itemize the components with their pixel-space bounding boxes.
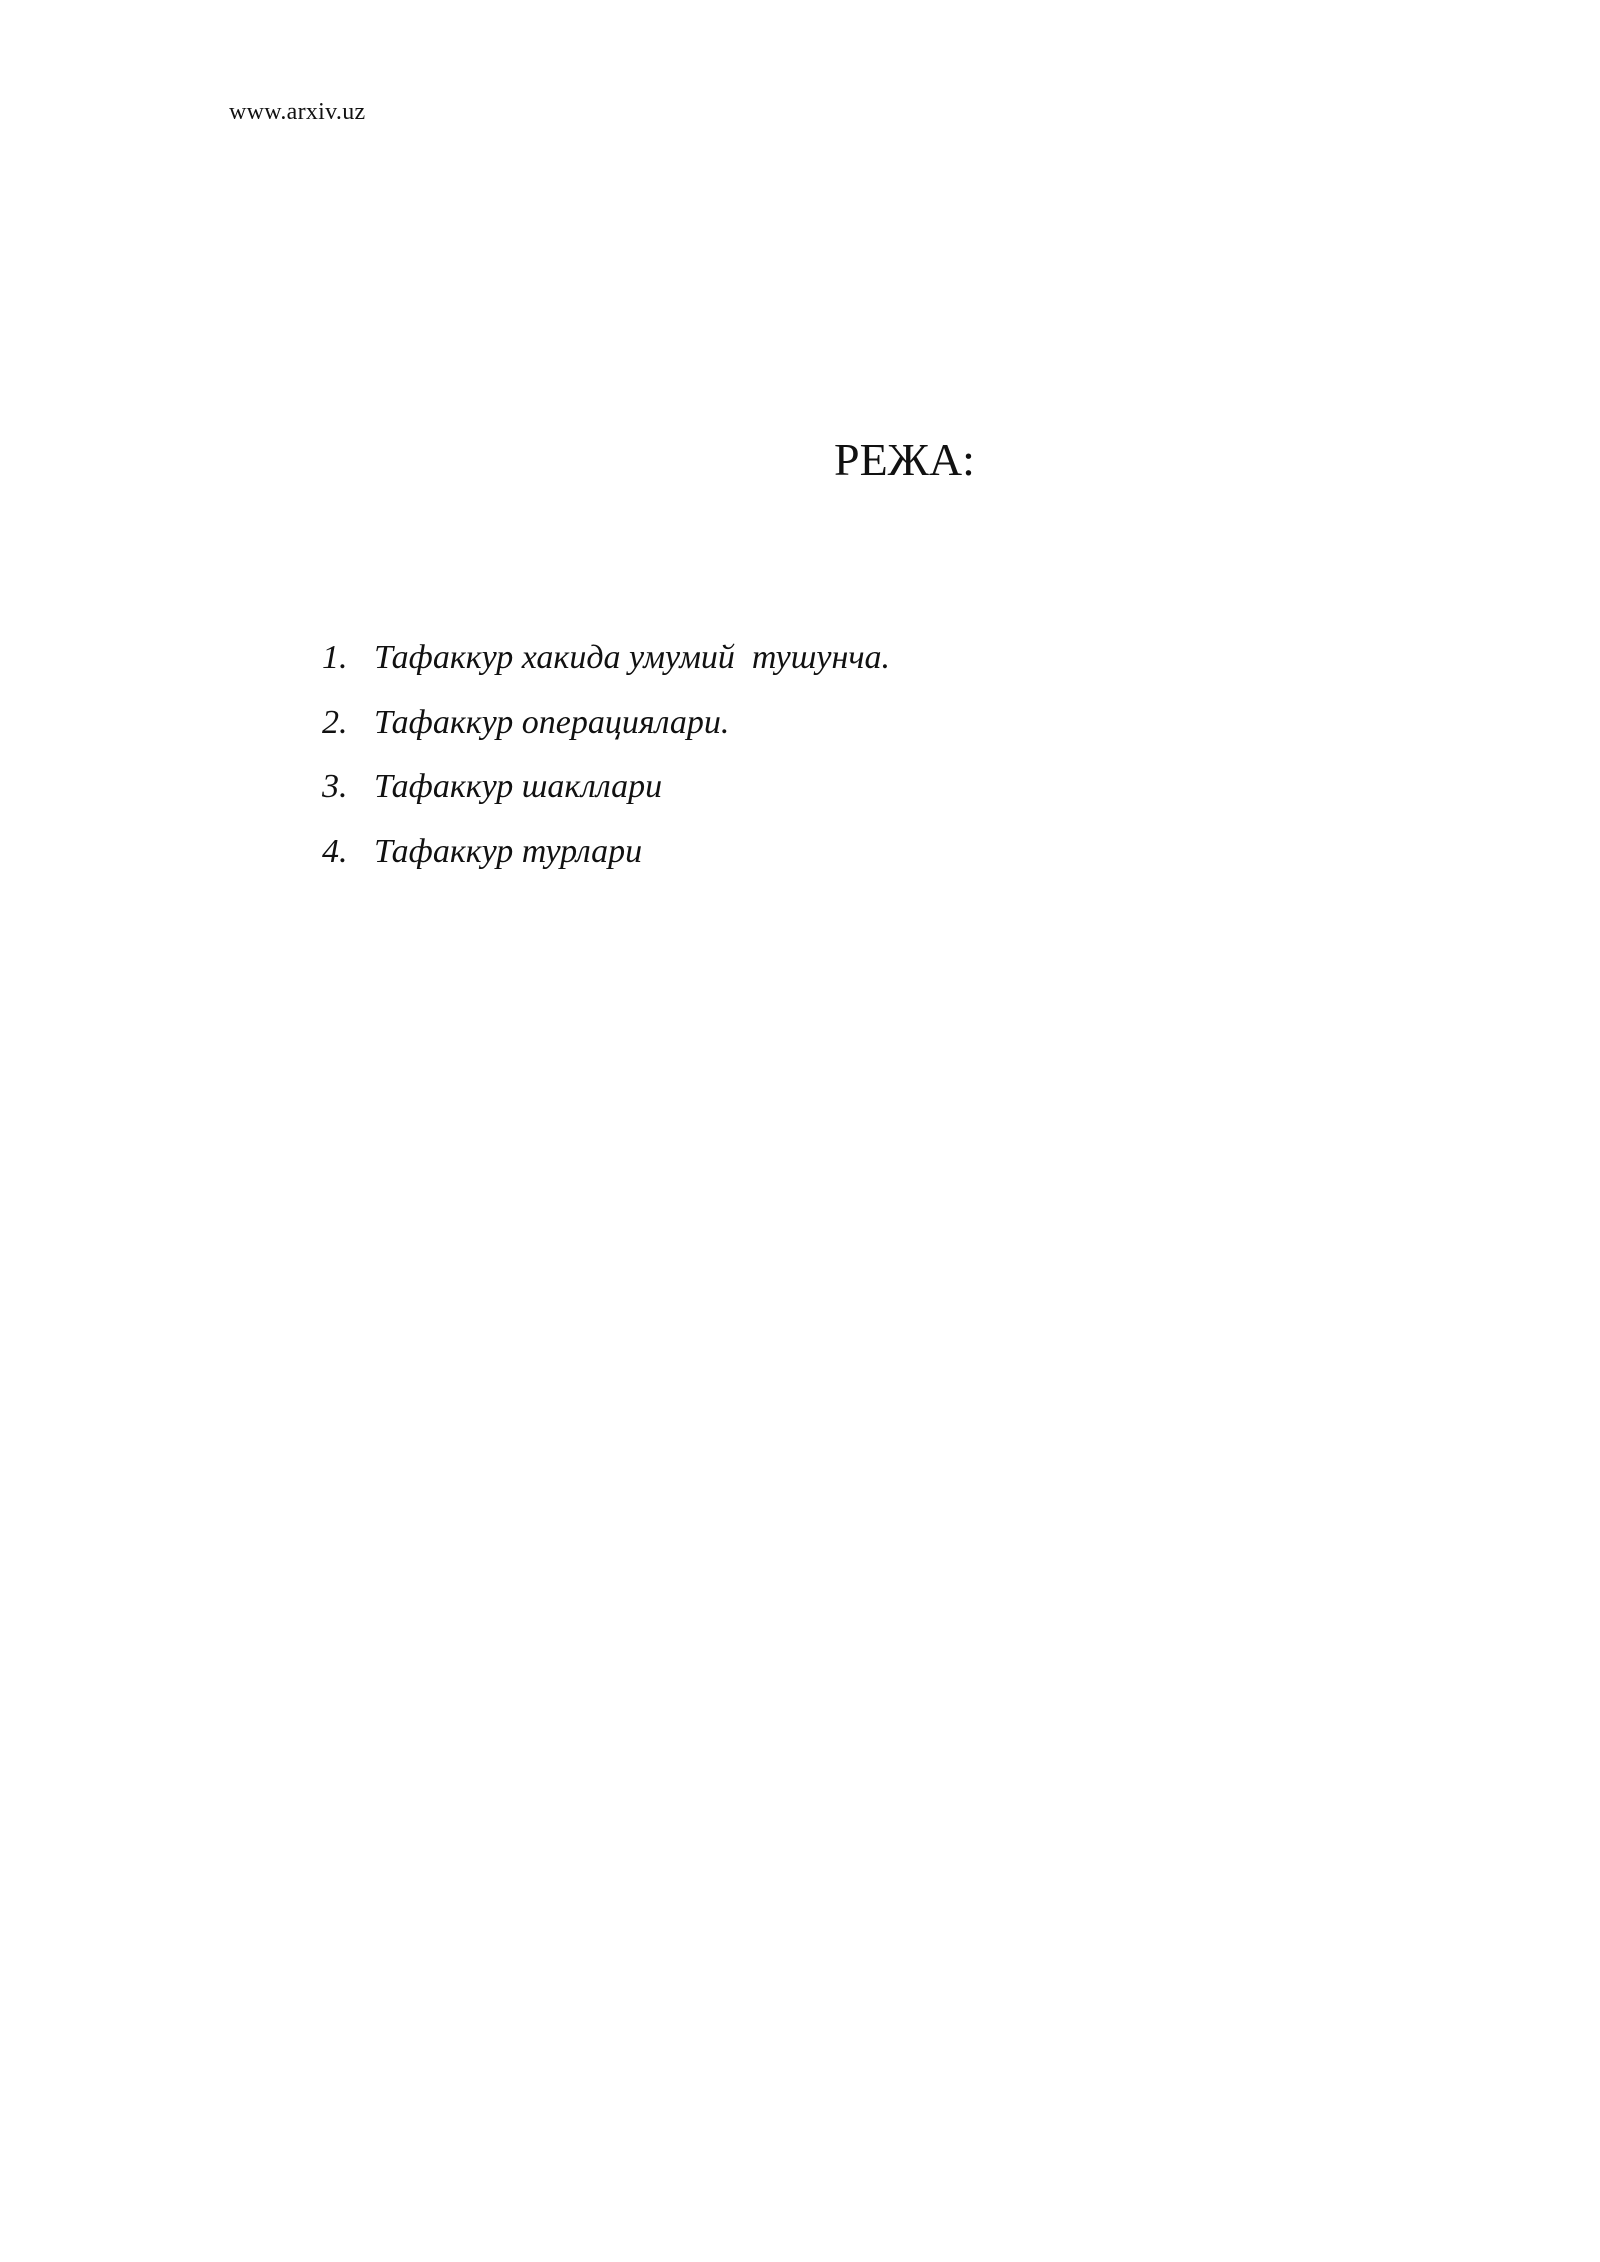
header-url: www.arxiv.uz [229,99,366,125]
list-item-text: Тафаккур операциялари. [374,703,730,741]
plan-list [322,638,890,896]
list-item-number: 4. [322,832,348,870]
plan-title: РЕЖА: [834,434,975,485]
list-item-number: 1. [322,639,348,676]
list-item-text: Тафаккур хакида умумий тушунча. [374,639,891,676]
list-item-number: 3. [322,768,348,805]
list-item-text: Тафаккур турлари [374,832,643,870]
list-item [322,638,890,703]
list-item [322,832,890,897]
list-item [322,703,890,768]
list-item-text: Тафаккур шакллари [374,768,663,805]
list-item [322,767,890,832]
list-item-number: 2. [322,703,348,741]
